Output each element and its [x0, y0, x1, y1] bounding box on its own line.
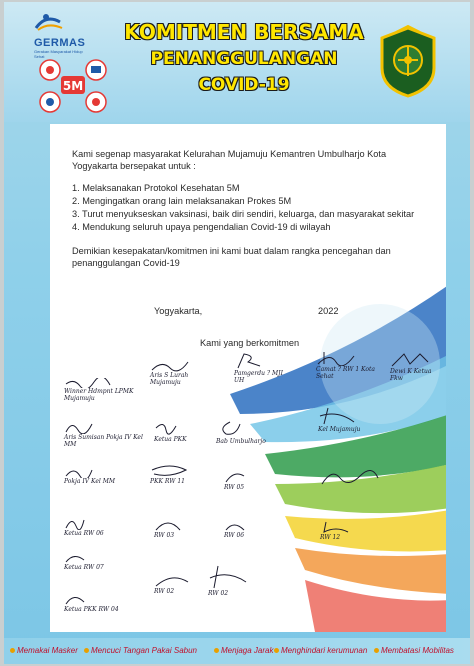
commitment-item: 2. Mengingatkan orang lain melaksanakan Prokes 5M [72, 196, 292, 206]
letter-intro: Kami segenap masyarakat Kelurahan Mujamuju Kemantren Umbulharjo Kota Yogyakarta bersepakat untuk : [72, 149, 387, 171]
commitment-letter [50, 124, 446, 632]
germas-tagline: Gerakan Masyarakat Hidup Sehat [34, 49, 83, 59]
signature: Ketua PKK [154, 420, 214, 443]
signature: Kel Mujamuju [318, 406, 398, 433]
signature: Camat ? RW 1 Kota Sehat [316, 350, 386, 380]
signature: Bab Umbulharjo [216, 420, 276, 445]
letter-body [72, 148, 422, 269]
commitment-item: 4. Mendukung seluruh upaya pengendalian Covid-19 di wilayah [72, 222, 331, 232]
letter-closing: Demikian kesepakatan/komitmen ini kami buat dalam rangka pencegahan dan penanggulangan Covid-19 [72, 246, 391, 268]
letter-year: 2022 [318, 306, 339, 316]
footer-item: Memakai Masker [10, 646, 78, 655]
commitment-item: 3. Turut menyukseskan vaksinasi, baik diri sendiri, keluarga, dan masyarakat sekitar [72, 209, 415, 219]
signature: RW 03 [154, 516, 204, 539]
signature: PKK RW 11 [150, 462, 210, 485]
letter-place: Yogyakarta, [154, 306, 203, 316]
signature: Dewi K Ketua Fkw [390, 352, 444, 382]
germas-logo [34, 12, 94, 59]
footer-item: Menjaga Jarak [214, 646, 273, 655]
footer-item: Menghindari kerumunan [274, 646, 367, 655]
title-line-1: KOMITMEN BERSAMA [124, 20, 364, 44]
page-title [104, 18, 384, 98]
signature: RW 02 [208, 564, 258, 597]
footer-5m-bar [4, 638, 470, 664]
title-line-3: COVID-19 [198, 75, 290, 95]
title-line-2: PENANGGULANGAN [150, 49, 338, 69]
germas-wordmark: GERMAS [34, 37, 86, 49]
5m-icon [38, 58, 108, 114]
signers-heading: Kami yang berkomitmen [200, 338, 300, 348]
signature: Pamgerdu ? MJI UH [234, 352, 294, 384]
footer-item: Mencuci Tangan Pakai Sabun [84, 646, 197, 655]
signature: Winner Hdmpnt LPMK Mujamuju [64, 378, 144, 402]
signature: RW 05 [224, 468, 264, 491]
signature: RW 02 [154, 572, 204, 595]
city-emblem-icon [376, 24, 440, 100]
signature: RW 12 [320, 520, 370, 541]
signature: Ketua PKK RW 04 [64, 592, 134, 613]
signature: Aris S Lurah Mujamuju [150, 360, 220, 386]
commitment-list [72, 182, 422, 233]
signature: Ketua RW 07 [64, 552, 124, 571]
signature: Aris Sumisan Pokja IV Kel MM [64, 420, 144, 448]
signature: Ketua RW 06 [64, 516, 124, 537]
footer-item: Membatasi Mobilitas [374, 646, 454, 655]
signature [320, 468, 390, 486]
signature: Pokja IV Kel MM [64, 466, 144, 485]
poster [4, 2, 470, 664]
germas-person-icon [34, 12, 64, 32]
signature: RW 06 [224, 520, 264, 539]
5m-label: 5M [62, 79, 84, 93]
commitment-item: 1. Melaksanakan Protokol Kesehatan 5M [72, 183, 240, 193]
